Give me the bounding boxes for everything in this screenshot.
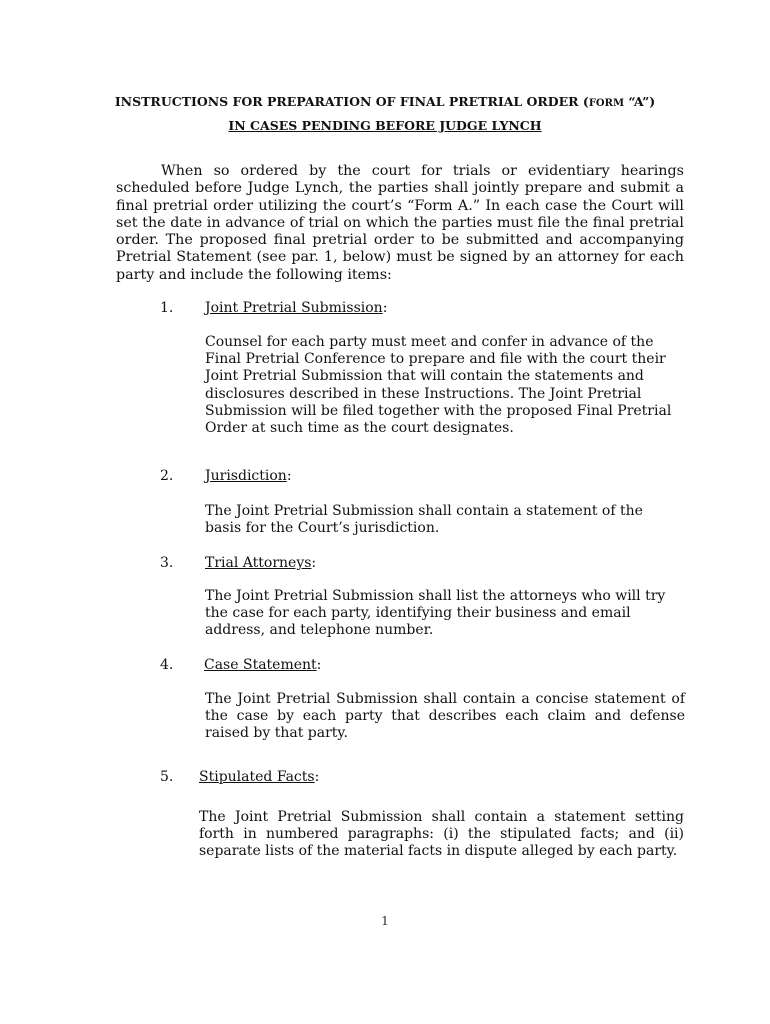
item-2-heading (205, 467, 292, 485)
item-5-heading-text: Stipulated Facts (199, 769, 315, 785)
item-1-heading (205, 299, 387, 317)
item-3-heading-text: Trial Attorneys (205, 555, 312, 571)
item-4-heading-colon: : (316, 657, 322, 673)
item-1-heading-text: Joint Pretrial Submission (205, 300, 383, 316)
item-3-heading (205, 554, 316, 572)
item-1-body: Counsel for each party must meet and confer in advance of the Final Pretrial Conference to prepare and file with the court their Joint Pretrial Submission that will contain the statements and disclosures described in these Instructions. The Joint Pretrial Submission will be filed together with the proposed Final Pretrial Order at such time as the court designates. (205, 334, 672, 437)
item-2-heading-text: Jurisdiction (205, 468, 287, 484)
title-line-1-main: INSTRUCTIONS FOR PREPARATION OF FINAL PRETRIAL ORDER ( (114, 94, 589, 109)
item-4-body: The Joint Pretrial Submission shall contain a concise statement of the case by each party that describes each claim and defense raised by that party. (205, 691, 685, 742)
intro-paragraph: When so ordered by the court for trials or evidentiary hearings scheduled before Judge Lynch, the parties shall jointly prepare and submit a final pretrial order utilizing the court’s “Form A.” In each case the Court will set the date in advance of trial on which the parties must file the final pretrial order. The proposed final pretrial order to be submitted and accompanying Pretrial Statement (see par. 1, below) must be signed by an attorney for each party and include the following items: (116, 163, 684, 283)
item-5-body: The Joint Pretrial Submission shall contain a statement setting forth in numbered paragraphs: (i) the stipulated facts; and (ii) separate lists of the material facts in dispute alleged by each party. (199, 809, 684, 860)
item-2-heading-colon: : (286, 468, 292, 484)
title-line-1-end: “A”) (624, 94, 656, 109)
item-1-number: 1. (160, 300, 174, 316)
item-3-body: The Joint Pretrial Submission shall list the attorneys who will try the case for each party, identifying their business and email address, and telephone number. (205, 588, 666, 639)
item-4-heading-text: Case Statement (204, 657, 317, 673)
item-4-number: 4. (160, 657, 174, 673)
item-2-body: The Joint Pretrial Submission shall contain a statement of the basis for the Court’s jurisdiction. (205, 503, 643, 537)
title-line-1 (100, 91, 670, 115)
page-number: 1 (381, 913, 389, 928)
document-title (100, 91, 670, 137)
title-line-1-form: FORM (588, 98, 625, 109)
item-5-heading (199, 768, 319, 786)
item-4-heading (204, 656, 321, 674)
item-2-number: 2. (160, 468, 174, 484)
item-5-number: 5. (160, 769, 174, 785)
title-line-2: IN CASES PENDING BEFORE JUDGE LYNCH (228, 118, 542, 133)
item-1-heading-colon: : (382, 300, 388, 316)
item-3-number: 3. (160, 555, 174, 571)
item-3-heading-colon: : (311, 555, 317, 571)
item-5-heading-colon: : (314, 769, 320, 785)
